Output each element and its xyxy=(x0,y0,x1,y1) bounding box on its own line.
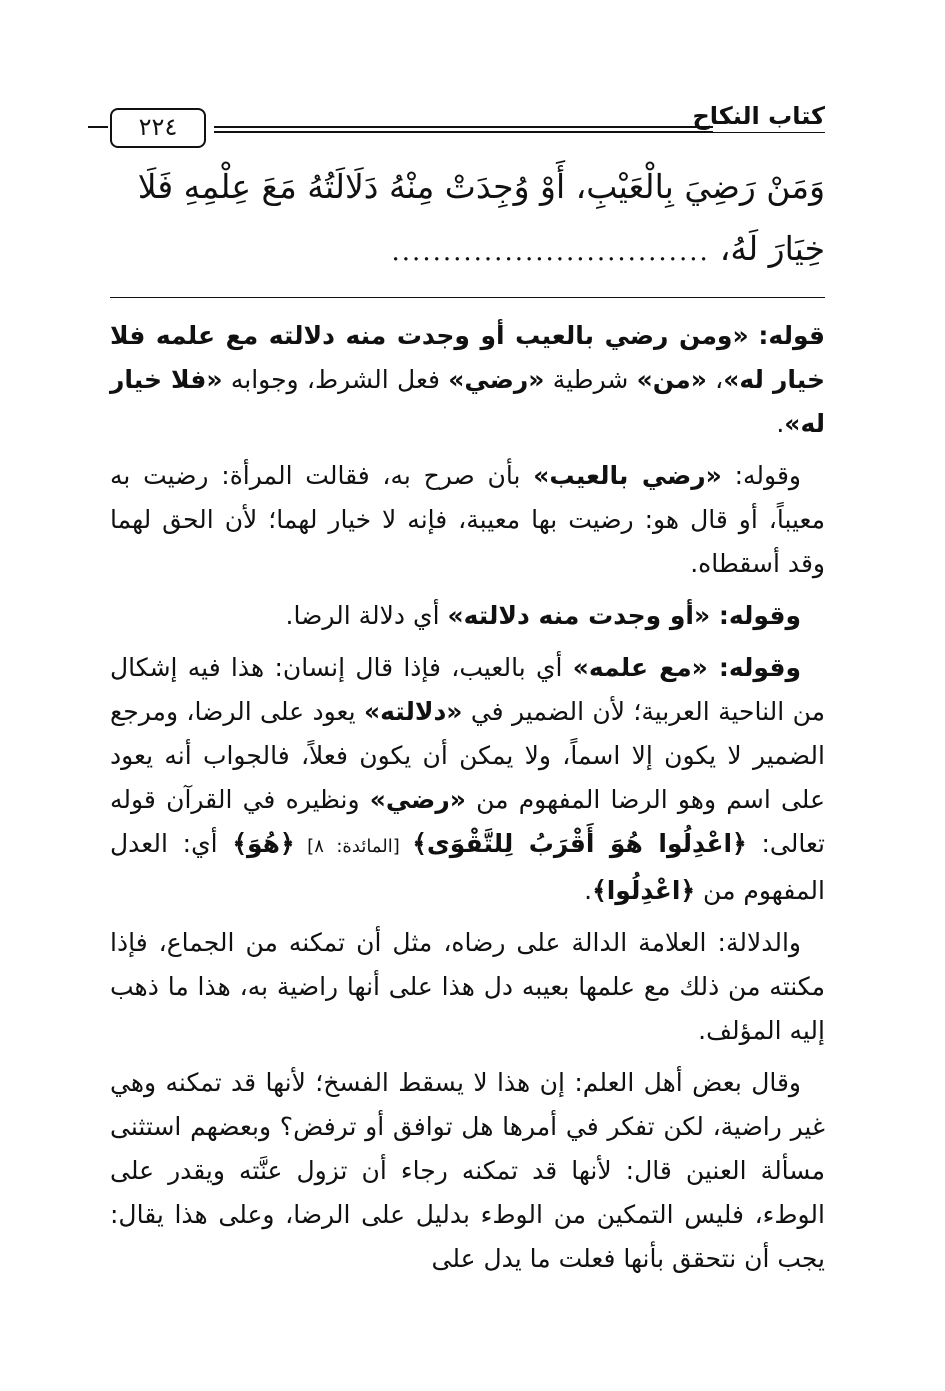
commentary-paragraph-3 xyxy=(110,594,825,638)
quran-word: ﴿اعْدِلُوا﴾ xyxy=(592,876,696,905)
chapter-title: كتاب النكاح xyxy=(692,102,825,130)
commentary-paragraph-2 xyxy=(110,454,825,586)
quoted-matn: «مع علمه» xyxy=(572,653,719,682)
text-run: أي: العدل المفهوم من xyxy=(110,829,825,905)
quran-word: ﴿هُوَ﴾ xyxy=(232,829,295,858)
commentary-paragraph-1 xyxy=(110,314,825,446)
quoted-word: «رضي» xyxy=(369,785,466,814)
quoted-matn: «رضي بالعيب» xyxy=(533,461,722,490)
text-run: شرطية xyxy=(544,365,637,394)
text-run: . xyxy=(776,409,785,438)
lead-word: وقوله: xyxy=(718,601,801,630)
quran-verse: ﴿اعْدِلُوا هُوَ أَقْرَبُ لِلتَّقْوَى﴾ xyxy=(412,829,747,858)
matn-dots: ............................... xyxy=(391,237,710,267)
header-rule-thin xyxy=(214,132,825,136)
commentary-paragraph-4 xyxy=(110,646,825,913)
book-page xyxy=(110,90,825,1289)
quoted-word: «دلالته» xyxy=(363,697,463,726)
text-run: وقوله: xyxy=(721,461,801,490)
page-header xyxy=(110,90,825,146)
matn-separator xyxy=(110,297,825,298)
quoted-word: «رضي» xyxy=(448,365,545,394)
text-run: أي دلالة الرضا. xyxy=(285,601,448,630)
lead-word: قوله: xyxy=(758,321,825,350)
text-run: أي بالعيب، فإذا قال إنسان: هذا فيه إشكال من الناحية العربية؛ لأن الضمير في xyxy=(110,653,825,726)
commentary-paragraph-5: والدلالة: العلامة الدالة على رضاه، مثل أن تمكنه من الجماع، فإذا مكنته من ذلك مع علمها بعيبه دل هذا على أنها راضية به، هذا ما ذهب إليه المؤلف. xyxy=(110,928,825,1045)
matn-line-2 xyxy=(110,218,825,283)
text-run: ونظيره في القرآن قوله تعالى: xyxy=(110,785,826,858)
quoted-matn: «أو وجدت منه دلالته» xyxy=(447,601,719,630)
text-run: يعود على الرضا، ومرجع الضمير لا يكون إلا اسماً، ولا يمكن أن يكون فعلاً، فالجواب أنه يعود على اسم وهو الرضا المفهوم من xyxy=(110,697,825,814)
text-run: فعل الشرط، وجوابه xyxy=(222,365,449,394)
text-run: بأن صرح به، فقالت المرأة: رضيت به معيباً، أو قال هو: رضيت بها معيبة، فإنه لا خيار لهما؛ لأن الحق لهما وقد أسقطاه. xyxy=(110,461,825,578)
lead-word: وقوله: xyxy=(718,653,801,682)
header-rule-left xyxy=(88,126,108,128)
matn-text xyxy=(110,156,825,283)
text-run: . xyxy=(584,876,593,905)
page-number: ٢٢٤ xyxy=(110,108,206,148)
quoted-matn: «ومن رضي بالعيب أو وجدت منه دلالته مع علمه فلا خيار له» xyxy=(110,321,825,394)
matn-line-2-text: خِيَارَ لَهُ، xyxy=(719,229,825,268)
matn-line-1: وَمَنْ رَضِيَ بِالْعَيْبِ، أَوْ وُجِدَتْ مِنْهُ دَلَالَتُهُ مَعَ عِلْمِهِ فَلَا xyxy=(137,167,825,206)
verse-reference: [المائدة: ٨] xyxy=(294,836,413,857)
commentary-paragraph-6: وقال بعض أهل العلم: إن هذا لا يسقط الفسخ؛ لأنها قد تمكنه وهي غير راضية، لكن تفكر في أمرها هل توافق أو ترفض؟ وبعضهم استثنى مسألة العنين قال: لأنها قد تمكنه رجاء أن تزول عنَّته ويقدر على الوطء، فليس التمكين من الوطء بدليل على الرضا، وعلى هذا يقال: يجب أن نتحقق بأنها فعلت ما يدل على xyxy=(110,1068,825,1273)
quoted-word: «من» xyxy=(636,365,707,394)
text-run: ، xyxy=(706,365,724,394)
quoted-word: «فلا خيار له» xyxy=(110,365,825,438)
